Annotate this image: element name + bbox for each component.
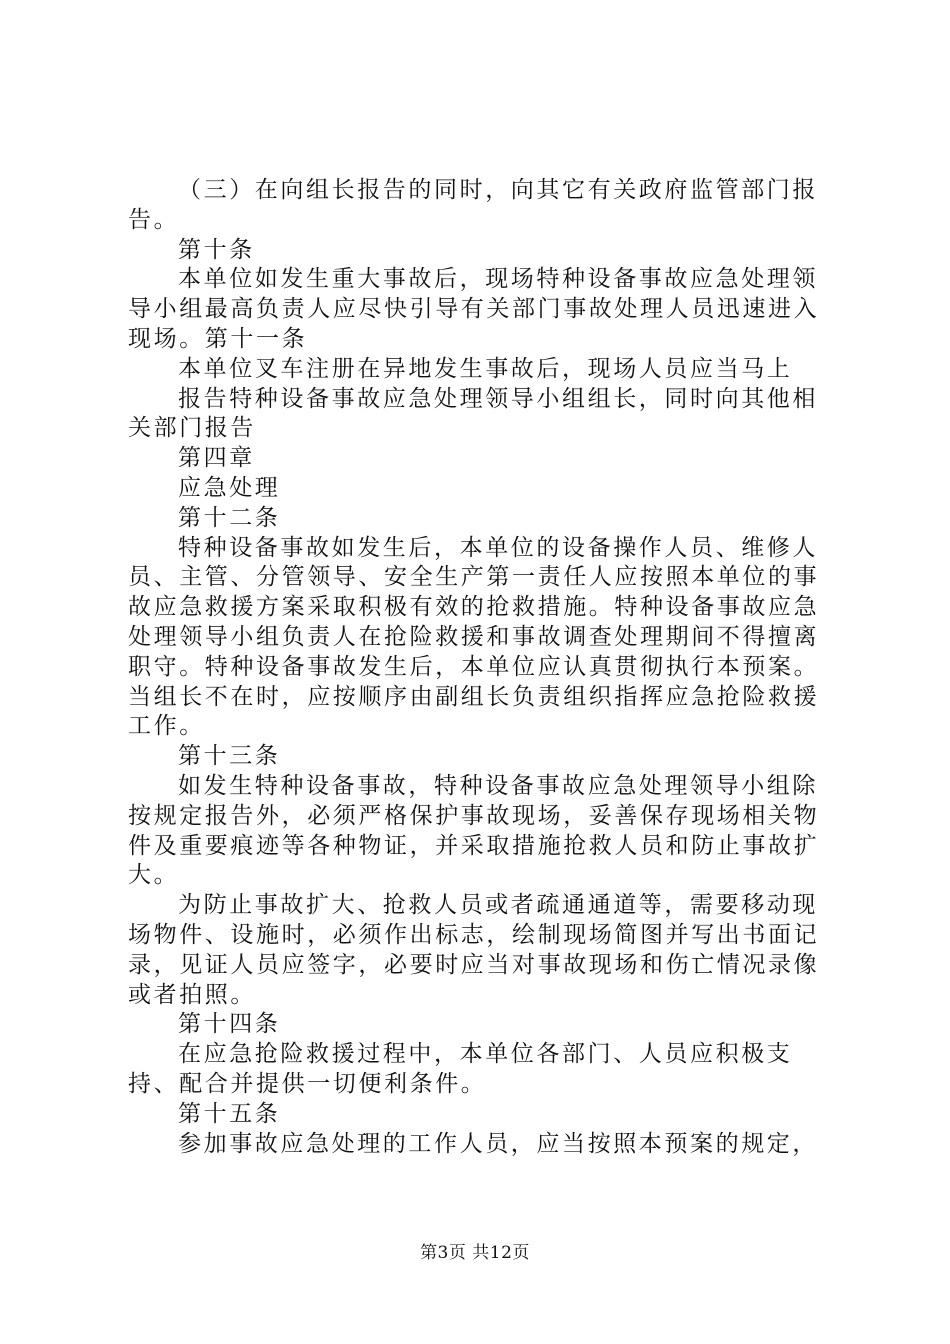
paragraph: 本单位如发生重大事故后，现场特种设备事故应急处理领导小组最高负责人应尽快引导有关部门事故处理人员迅速进入现场。第十一条 (128, 266, 820, 352)
article-heading: 第十四条 (178, 1011, 281, 1038)
paragraph: （三）在向组长报告的同时，向其它有关政府监管部门报告。 (128, 177, 818, 233)
paragraph: 在应急抢险救援过程中，本单位各部门、人员应积极支持、配合并提供一切便利条件。 (128, 1041, 793, 1097)
document-body (128, 176, 832, 1159)
chapter-heading: 第四章 (178, 445, 255, 472)
paragraph: 参加事故应急处理的工作人员，应当按照本预案的规定， (178, 1130, 818, 1157)
article-heading: 第十二条 (178, 504, 281, 531)
article-heading: 第十五条 (178, 1100, 281, 1127)
paragraph: 为防止事故扩大、抢救人员或者疏通通道等，需要移动现场物件、设施时，必须作出标志，绘制现场简图并写出书面记录，见证人员应签字，必要时应当对事故现场和伤亡情况录像或者拍照。 (128, 892, 820, 1008)
paragraph: 如发生特种设备事故，特种设备事故应急处理领导小组除按规定报告外，必须严格保护事故现场，妥善保存现场相关物件及重要痕迹等各种物证，并采取措施抢救人员和防止事故扩大。 (128, 772, 820, 889)
article-heading: 第十三条 (178, 743, 281, 770)
article-heading: 第十条 (178, 236, 255, 263)
page-number-footer: 第3页 共12页 (420, 1243, 530, 1263)
paragraph: 特种设备事故如发生后，本单位的设备操作人员、维修人员、主管、分管领导、安全生产第一责任人应按照本单位的事故应急救援方案采取积极有效的抢救措施。特种设备事故应急处理领导小组负责人在抢险救援和事故调查处理期间不得擅离职守。特种设备事故发生后，本单位应认真贯彻执行本预案。当组长不在时，应按顺序由副组长负责组织指挥应急抢险救援工作。 (128, 534, 820, 740)
paragraph: 报告特种设备事故应急处理领导小组组长，同时向其他相关部门报告 (128, 385, 818, 442)
paragraph: 本单位叉车注册在异地发生事故后，现场人员应当马上 (178, 355, 793, 382)
chapter-title: 应急处理 (178, 474, 281, 501)
